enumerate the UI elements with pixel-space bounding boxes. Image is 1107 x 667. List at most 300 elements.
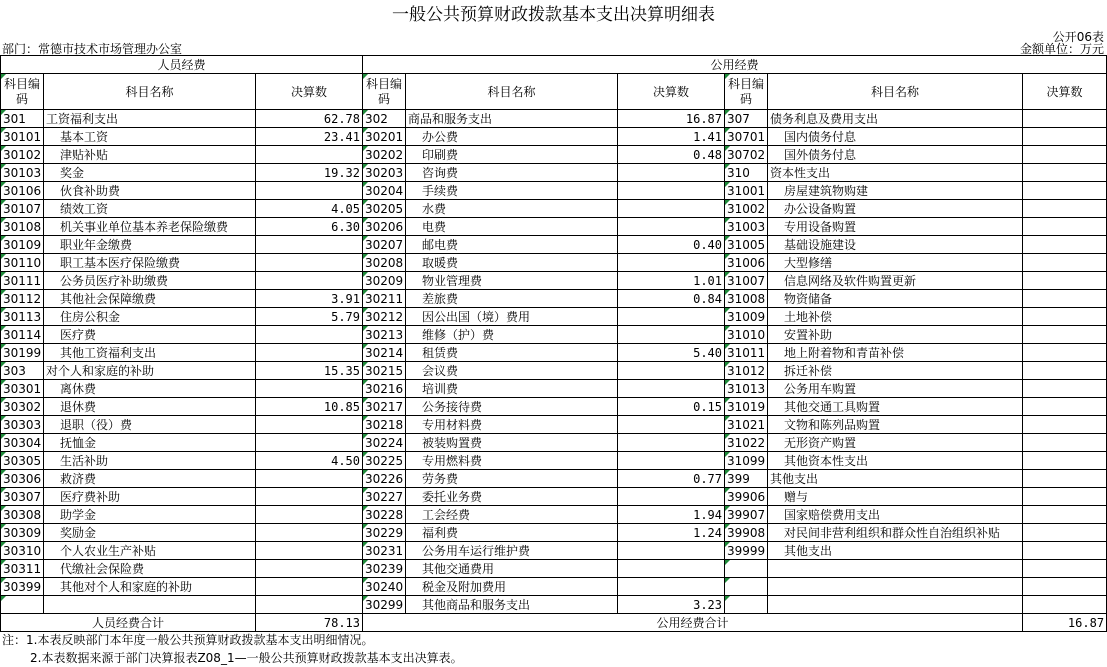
subject-name-2: 劳务费 <box>406 470 618 488</box>
table-row <box>1 560 1107 578</box>
header-name-1: 科目名称 <box>44 74 256 110</box>
subject-name-3 <box>768 596 1023 614</box>
subject-code-1: 30107 <box>1 200 44 218</box>
subject-name-2: 维修（护）费 <box>406 326 618 344</box>
amount-value-3 <box>1023 578 1107 596</box>
subject-name-2: 差旅费 <box>406 290 618 308</box>
amount-value-2 <box>618 254 725 272</box>
subject-code-3: 31008 <box>725 290 768 308</box>
table-row <box>1 326 1107 344</box>
subject-code-1: 30309 <box>1 524 44 542</box>
subject-name-2: 税金及附加费用 <box>406 578 618 596</box>
subject-name-1: 离休费 <box>44 380 256 398</box>
subject-name-1: 基本工资 <box>44 128 256 146</box>
subject-name-1: 退休费 <box>44 398 256 416</box>
form-number: 公开06表 <box>1052 30 1104 44</box>
subject-name-1: 津贴补贴 <box>44 146 256 164</box>
table-row <box>1 236 1107 254</box>
amount-value-3 <box>1023 182 1107 200</box>
table-row <box>1 164 1107 182</box>
subject-code-1: 30114 <box>1 326 44 344</box>
subject-code-3 <box>725 578 768 596</box>
note-1: 注：1.本表反映部门本年度一般公共预算财政拨款基本支出明细情况。 <box>2 633 374 647</box>
subject-name-3 <box>768 560 1023 578</box>
personnel-total-value: 78.13 <box>256 614 363 632</box>
amount-value-3 <box>1023 326 1107 344</box>
subject-code-1: 30108 <box>1 218 44 236</box>
subject-name-2: 福利费 <box>406 524 618 542</box>
amount-value-1: 19.32 <box>256 164 363 182</box>
subject-name-2: 手续费 <box>406 182 618 200</box>
header-amount-1: 决算数 <box>256 74 363 110</box>
subject-name-1: 救济费 <box>44 470 256 488</box>
subject-name-2: 取暖费 <box>406 254 618 272</box>
amount-value-1 <box>256 380 363 398</box>
subject-code-2: 30205 <box>363 200 406 218</box>
amount-value-3 <box>1023 380 1107 398</box>
subject-code-3: 31010 <box>725 326 768 344</box>
subject-name-2: 办公费 <box>406 128 618 146</box>
amount-value-2: 1.41 <box>618 128 725 146</box>
amount-value-3 <box>1023 434 1107 452</box>
amount-value-3 <box>1023 254 1107 272</box>
subject-name-3: 其他支出 <box>768 542 1023 560</box>
subject-name-3: 基础设施建设 <box>768 236 1023 254</box>
subject-name-3: 国家赔偿费用支出 <box>768 506 1023 524</box>
subject-code-2: 30211 <box>363 290 406 308</box>
subject-name-1: 其他社会保障缴费 <box>44 290 256 308</box>
public-total-value: 16.87 <box>1023 614 1107 632</box>
table-row <box>1 146 1107 164</box>
subject-code-2: 30226 <box>363 470 406 488</box>
subject-code-2: 30218 <box>363 416 406 434</box>
amount-value-3 <box>1023 236 1107 254</box>
table-row <box>1 416 1107 434</box>
subject-name-2: 物业管理费 <box>406 272 618 290</box>
subject-name-2: 工会经费 <box>406 506 618 524</box>
amount-value-2: 5.40 <box>618 344 725 362</box>
subject-code-1: 30303 <box>1 416 44 434</box>
subject-code-2: 30215 <box>363 362 406 380</box>
subject-name-1: 工资福利支出 <box>44 110 256 128</box>
table-row <box>1 182 1107 200</box>
amount-value-2 <box>618 452 725 470</box>
amount-value-3 <box>1023 128 1107 146</box>
subject-code-3: 31003 <box>725 218 768 236</box>
subject-name-3: 其他支出 <box>768 470 1023 488</box>
subject-code-1: 30101 <box>1 128 44 146</box>
subject-name-1: 其他工资福利支出 <box>44 344 256 362</box>
subject-name-3: 土地补偿 <box>768 308 1023 326</box>
department-label: 部门：常德市技术市场管理办公室 <box>2 42 183 56</box>
public-total-label: 公用经费合计 <box>363 614 1023 632</box>
amount-value-3 <box>1023 308 1107 326</box>
subject-code-1: 30102 <box>1 146 44 164</box>
subject-name-3: 国内债务付息 <box>768 128 1023 146</box>
subject-code-1: 30106 <box>1 182 44 200</box>
table-row <box>1 542 1107 560</box>
amount-value-3 <box>1023 416 1107 434</box>
amount-value-2 <box>618 326 725 344</box>
table-row <box>1 506 1107 524</box>
subject-code-2: 302 <box>363 110 406 128</box>
subject-code-1: 30308 <box>1 506 44 524</box>
subject-code-2: 30225 <box>363 452 406 470</box>
subject-name-2: 商品和服务支出 <box>406 110 618 128</box>
subject-name-1: 机关事业单位基本养老保险缴费 <box>44 218 256 236</box>
table-row <box>1 254 1107 272</box>
subject-name-2: 专用燃料费 <box>406 452 618 470</box>
subject-code-3: 31011 <box>725 344 768 362</box>
amount-value-1 <box>256 416 363 434</box>
subject-code-3: 31006 <box>725 254 768 272</box>
amount-value-2: 1.01 <box>618 272 725 290</box>
subject-code-3: 39908 <box>725 524 768 542</box>
table-row <box>1 218 1107 236</box>
subject-code-3: 31022 <box>725 434 768 452</box>
subject-name-1 <box>44 596 256 614</box>
subject-name-3: 赠与 <box>768 488 1023 506</box>
amount-value-2 <box>618 488 725 506</box>
subject-code-3: 39906 <box>725 488 768 506</box>
amount-value-1 <box>256 272 363 290</box>
subject-name-3: 办公设备购置 <box>768 200 1023 218</box>
subject-code-3: 399 <box>725 470 768 488</box>
subject-name-2: 委托业务费 <box>406 488 618 506</box>
header-amount-2: 决算数 <box>618 74 725 110</box>
subject-code-3: 31019 <box>725 398 768 416</box>
subject-code-2: 30216 <box>363 380 406 398</box>
subject-code-1: 30112 <box>1 290 44 308</box>
subject-name-3: 文物和陈列品购置 <box>768 416 1023 434</box>
report-title: 一般公共预算财政拨款基本支出决算明细表 <box>392 5 715 25</box>
subject-code-2: 30207 <box>363 236 406 254</box>
subject-name-1: 医疗费补助 <box>44 488 256 506</box>
subject-name-2: 租赁费 <box>406 344 618 362</box>
subject-name-3: 资本性支出 <box>768 164 1023 182</box>
subject-code-1: 30304 <box>1 434 44 452</box>
amount-value-1 <box>256 254 363 272</box>
table-row <box>1 362 1107 380</box>
amount-value-2 <box>618 578 725 596</box>
subject-name-2: 专用材料费 <box>406 416 618 434</box>
subject-name-1: 抚恤金 <box>44 434 256 452</box>
subject-name-2: 被装购置费 <box>406 434 618 452</box>
amount-value-1 <box>256 344 363 362</box>
amount-value-2: 0.48 <box>618 146 725 164</box>
subject-code-1: 303 <box>1 362 44 380</box>
subject-code-2: 30213 <box>363 326 406 344</box>
amount-value-3 <box>1023 362 1107 380</box>
subject-code-3: 39907 <box>725 506 768 524</box>
subject-name-2: 公务接待费 <box>406 398 618 416</box>
subject-code-3: 310 <box>725 164 768 182</box>
subject-code-2: 30229 <box>363 524 406 542</box>
amount-value-2 <box>618 200 725 218</box>
amount-value-1 <box>256 488 363 506</box>
subject-code-3: 307 <box>725 110 768 128</box>
subject-code-2: 30201 <box>363 128 406 146</box>
subject-code-3 <box>725 596 768 614</box>
amount-value-3 <box>1023 200 1107 218</box>
amount-value-3 <box>1023 542 1107 560</box>
subject-name-3: 地上附着物和青苗补偿 <box>768 344 1023 362</box>
table-row <box>1 380 1107 398</box>
amount-value-1: 6.30 <box>256 218 363 236</box>
subject-code-2: 30206 <box>363 218 406 236</box>
subject-code-2: 30224 <box>363 434 406 452</box>
amount-value-3 <box>1023 560 1107 578</box>
amount-value-3 <box>1023 164 1107 182</box>
subject-name-3: 其他资本性支出 <box>768 452 1023 470</box>
subject-name-1: 公务员医疗补助缴费 <box>44 272 256 290</box>
subject-code-2: 30227 <box>363 488 406 506</box>
table-row <box>1 524 1107 542</box>
amount-value-2 <box>618 542 725 560</box>
subject-code-3: 31012 <box>725 362 768 380</box>
subject-code-1: 30306 <box>1 470 44 488</box>
subject-name-1: 住房公积金 <box>44 308 256 326</box>
amount-value-2: 1.94 <box>618 506 725 524</box>
subject-code-1: 30110 <box>1 254 44 272</box>
note-2: 2.本表数据来源于部门决算报表Z08_1—一般公共预算财政拨款基本支出决算表。 <box>30 651 463 665</box>
amount-value-1: 4.05 <box>256 200 363 218</box>
subject-code-1: 30399 <box>1 578 44 596</box>
amount-value-2 <box>618 182 725 200</box>
subject-name-2: 咨询费 <box>406 164 618 182</box>
header-code-2: 科目编码 <box>363 74 406 110</box>
amount-value-1 <box>256 470 363 488</box>
group-header-personnel: 人员经费 <box>1 56 363 74</box>
subject-code-1: 30310 <box>1 542 44 560</box>
subject-name-1: 个人农业生产补贴 <box>44 542 256 560</box>
subject-name-1: 医疗费 <box>44 326 256 344</box>
amount-value-2 <box>618 380 725 398</box>
amount-value-3 <box>1023 110 1107 128</box>
amount-value-1 <box>256 596 363 614</box>
subject-name-3: 公务用车购置 <box>768 380 1023 398</box>
amount-value-2: 0.40 <box>618 236 725 254</box>
table-row <box>1 128 1107 146</box>
subject-name-1: 生活补助 <box>44 452 256 470</box>
table-row <box>1 452 1107 470</box>
amount-value-1 <box>256 506 363 524</box>
table-row <box>1 470 1107 488</box>
subject-code-3: 31005 <box>725 236 768 254</box>
table-row <box>1 434 1107 452</box>
subject-name-1: 绩效工资 <box>44 200 256 218</box>
subject-code-3: 31021 <box>725 416 768 434</box>
amount-value-3 <box>1023 506 1107 524</box>
subject-code-3: 31007 <box>725 272 768 290</box>
subject-code-1: 30199 <box>1 344 44 362</box>
subject-code-1: 30302 <box>1 398 44 416</box>
amount-value-3 <box>1023 596 1107 614</box>
amount-value-3 <box>1023 452 1107 470</box>
table-row <box>1 110 1107 128</box>
subject-code-1: 30307 <box>1 488 44 506</box>
subject-name-2: 公务用车运行维护费 <box>406 542 618 560</box>
subject-name-3: 国外债务付息 <box>768 146 1023 164</box>
notes <box>2 631 463 667</box>
subject-code-2: 30228 <box>363 506 406 524</box>
amount-value-3 <box>1023 524 1107 542</box>
subject-name-3: 专用设备购置 <box>768 218 1023 236</box>
subject-code-3: 39999 <box>725 542 768 560</box>
amount-value-3 <box>1023 272 1107 290</box>
header-name-3: 科目名称 <box>768 74 1023 110</box>
amount-value-1: 3.91 <box>256 290 363 308</box>
amount-value-3 <box>1023 470 1107 488</box>
amount-value-3 <box>1023 290 1107 308</box>
subject-code-2: 30208 <box>363 254 406 272</box>
subject-name-3: 房屋建筑物购建 <box>768 182 1023 200</box>
table-row <box>1 398 1107 416</box>
subject-name-3 <box>768 578 1023 596</box>
subject-code-1: 301 <box>1 110 44 128</box>
amount-value-2 <box>618 308 725 326</box>
subject-code-2: 30212 <box>363 308 406 326</box>
subject-name-2: 会议费 <box>406 362 618 380</box>
amount-value-1 <box>256 524 363 542</box>
amount-value-2: 16.87 <box>618 110 725 128</box>
subject-name-1: 职工基本医疗保险缴费 <box>44 254 256 272</box>
amount-value-2: 0.15 <box>618 398 725 416</box>
subject-name-2: 因公出国（境）费用 <box>406 308 618 326</box>
subject-name-3: 对民间非营利组织和群众性自治组织补贴 <box>768 524 1023 542</box>
expenditure-detail-table <box>0 55 1107 632</box>
subject-code-2: 30214 <box>363 344 406 362</box>
subject-code-2: 30204 <box>363 182 406 200</box>
amount-value-1: 4.50 <box>256 452 363 470</box>
subject-name-2: 电费 <box>406 218 618 236</box>
subject-name-3: 无形资产购置 <box>768 434 1023 452</box>
subject-name-1: 助学金 <box>44 506 256 524</box>
personnel-total-label: 人员经费合计 <box>1 614 256 632</box>
subject-name-1: 代缴社会保险费 <box>44 560 256 578</box>
subject-name-3: 拆迁补偿 <box>768 362 1023 380</box>
subject-code-1: 30301 <box>1 380 44 398</box>
subject-name-2: 其他商品和服务支出 <box>406 596 618 614</box>
amount-value-2: 0.84 <box>618 290 725 308</box>
table-row <box>1 200 1107 218</box>
subject-code-1 <box>1 596 44 614</box>
table-row <box>1 272 1107 290</box>
subject-name-2: 印刷费 <box>406 146 618 164</box>
subject-code-1: 30103 <box>1 164 44 182</box>
amount-value-2: 0.77 <box>618 470 725 488</box>
amount-value-2 <box>618 362 725 380</box>
subject-code-3 <box>725 560 768 578</box>
subject-name-3: 债务利息及费用支出 <box>768 110 1023 128</box>
subject-name-2: 培训费 <box>406 380 618 398</box>
amount-value-1 <box>256 326 363 344</box>
subject-code-1: 30109 <box>1 236 44 254</box>
amount-value-1: 23.41 <box>256 128 363 146</box>
subject-code-3: 31009 <box>725 308 768 326</box>
subject-code-3: 31099 <box>725 452 768 470</box>
amount-value-2: 3.23 <box>618 596 725 614</box>
amount-value-3 <box>1023 344 1107 362</box>
subject-code-2: 30240 <box>363 578 406 596</box>
subject-name-1: 奖金 <box>44 164 256 182</box>
amount-value-1 <box>256 578 363 596</box>
amount-value-1: 10.85 <box>256 398 363 416</box>
amount-unit-label: 金额单位：万元 <box>1019 42 1104 56</box>
amount-value-2 <box>618 416 725 434</box>
subject-code-1: 30113 <box>1 308 44 326</box>
amount-value-1: 62.78 <box>256 110 363 128</box>
subject-code-1: 30305 <box>1 452 44 470</box>
subject-code-3: 31001 <box>725 182 768 200</box>
subject-name-2: 邮电费 <box>406 236 618 254</box>
amount-value-1 <box>256 236 363 254</box>
subject-code-2: 30217 <box>363 398 406 416</box>
header-amount-3: 决算数 <box>1023 74 1107 110</box>
subject-name-2: 其他交通费用 <box>406 560 618 578</box>
subject-code-2: 30299 <box>363 596 406 614</box>
subject-code-2: 30239 <box>363 560 406 578</box>
subject-code-2: 30203 <box>363 164 406 182</box>
table-row <box>1 488 1107 506</box>
header-code-3: 科目编码 <box>725 74 768 110</box>
amount-value-1 <box>256 542 363 560</box>
amount-value-2 <box>618 560 725 578</box>
table-row <box>1 290 1107 308</box>
amount-value-3 <box>1023 218 1107 236</box>
subject-name-3: 大型修缮 <box>768 254 1023 272</box>
subject-code-2: 30231 <box>363 542 406 560</box>
header-name-2: 科目名称 <box>406 74 618 110</box>
amount-value-1 <box>256 434 363 452</box>
subject-name-2: 水费 <box>406 200 618 218</box>
amount-value-1 <box>256 182 363 200</box>
amount-value-3 <box>1023 488 1107 506</box>
subject-name-1: 退职（役）费 <box>44 416 256 434</box>
amount-value-2 <box>618 434 725 452</box>
amount-value-2: 1.24 <box>618 524 725 542</box>
subject-name-1: 对个人和家庭的补助 <box>44 362 256 380</box>
table-row <box>1 596 1107 614</box>
subject-code-3: 31002 <box>725 200 768 218</box>
subject-code-3: 30701 <box>725 128 768 146</box>
amount-value-1: 15.35 <box>256 362 363 380</box>
amount-value-2 <box>618 164 725 182</box>
subject-name-3: 安置补助 <box>768 326 1023 344</box>
amount-value-3 <box>1023 398 1107 416</box>
table-row <box>1 308 1107 326</box>
amount-value-1 <box>256 560 363 578</box>
subject-name-1: 职业年金缴费 <box>44 236 256 254</box>
table-row <box>1 344 1107 362</box>
subject-code-2: 30202 <box>363 146 406 164</box>
amount-value-1: 5.79 <box>256 308 363 326</box>
subject-code-1: 30111 <box>1 272 44 290</box>
subject-code-1: 30311 <box>1 560 44 578</box>
group-header-public: 公用经费 <box>363 56 1107 74</box>
subject-code-3: 31013 <box>725 380 768 398</box>
amount-value-2 <box>618 218 725 236</box>
subject-name-1: 其他对个人和家庭的补助 <box>44 578 256 596</box>
amount-value-1 <box>256 146 363 164</box>
subject-name-3: 其他交通工具购置 <box>768 398 1023 416</box>
subject-name-3: 物资储备 <box>768 290 1023 308</box>
subject-code-2: 30209 <box>363 272 406 290</box>
subject-name-3: 信息网络及软件购置更新 <box>768 272 1023 290</box>
header-code-1: 科目编码 <box>1 74 44 110</box>
table-row <box>1 578 1107 596</box>
subject-name-1: 奖励金 <box>44 524 256 542</box>
